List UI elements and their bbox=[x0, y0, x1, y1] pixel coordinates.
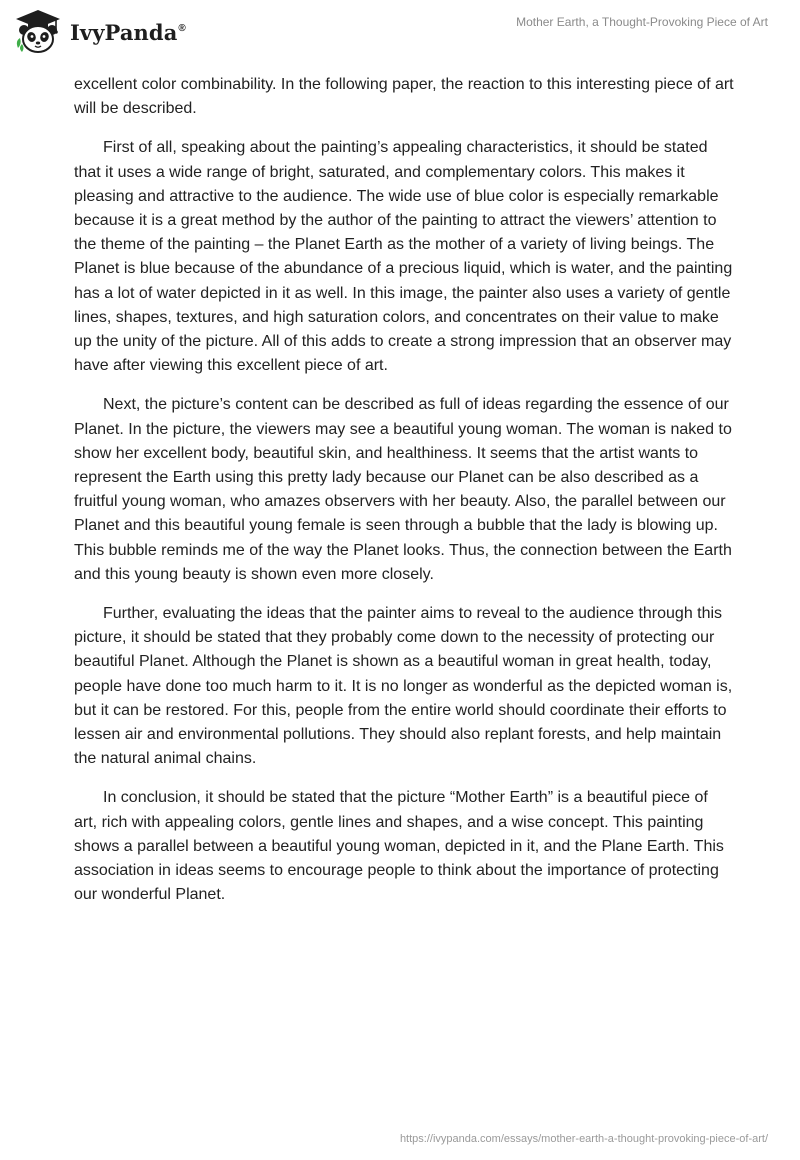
panda-graduate-icon bbox=[14, 8, 62, 54]
paragraph-continuation: excellent color combinability. In the following paper, the reaction to this interesting piece of art will be described. bbox=[74, 76, 734, 118]
source-url[interactable]: https://ivypanda.com/essays/mother-earth-a-thought-provoking-piece-of-art/ bbox=[399, 1133, 768, 1145]
paragraph: In conclusion, it should be stated that the picture “Mother Earth” is a beautiful piece of art, rich with appealing colors, gentle lines and shapes, and a wise concept. This painting shows a parallel between a beautiful young woman, depicted in it, and the Plane Earth. This association in ideas seems to encourage people to think about the importance of protecting our wonderful Planet. bbox=[74, 789, 724, 904]
ivypanda-logo[interactable] bbox=[14, 8, 185, 54]
paragraph: Next, the picture’s content can be described as full of ideas regarding the essence of our Planet. In the picture, the viewers may see a beautiful young woman. The woman is naked to show her excellent body, beautiful skin, and healthiness. It seems that the artist wants to represent the Earth using this pretty lady because our Planet can be also described as a fruitful young woman, who amazes observers with her beauty. Also, the parallel between our Planet and this beautiful young female is seen through a bubble that the lady is blowing up. This bubble reminds me of the way the Planet looks. Thus, the connection between the Earth and this young beauty is shown even more closely. bbox=[74, 396, 732, 583]
paragraph: First of all, speaking about the painting’s appealing characteristics, it should be stated that it uses a wide range of bright, saturated, and complementary colors. This makes it pleasing and attractive to the audience. The wide use of blue color is especially remarkable because it is a great method by the author of the painting to attract the viewers’ attention to the theme of the painting – the Planet Earth as the mother of a variety of living beings. The Planet is blue because of the abundance of a precious liquid, which is water, and the painting has a lot of water depicted in it as well. In this image, the painter also uses a variety of gentle lines, shapes, textures, and high saturation colors, and concentrates on their value to make up the unity of the picture. All of this adds to create a strong impression that an observer may have after viewing this excellent piece of art. bbox=[74, 139, 733, 375]
page-header bbox=[0, 0, 800, 64]
paragraph: Further, evaluating the ideas that the painter aims to reveal to the audience through this picture, it should be stated that they probably come down to the necessity of protecting our beautiful Planet. Although the Planet is shown as a beautiful woman in great health, today, people have done too much harm to it. It is no longer as wonderful as the depicted woman is, but it can be restored. For this, people from the entire world should coordinate their efforts to lessen air and environmental pollutions. They should also replant forests, and help maintain the natural animal chains. bbox=[74, 605, 733, 768]
essay-body bbox=[74, 73, 734, 923]
brand-name: IvyPanda® bbox=[70, 19, 186, 45]
registered-mark: ® bbox=[178, 22, 186, 34]
running-title: Mother Earth, a Thought-Provoking Piece of Art bbox=[516, 15, 768, 29]
